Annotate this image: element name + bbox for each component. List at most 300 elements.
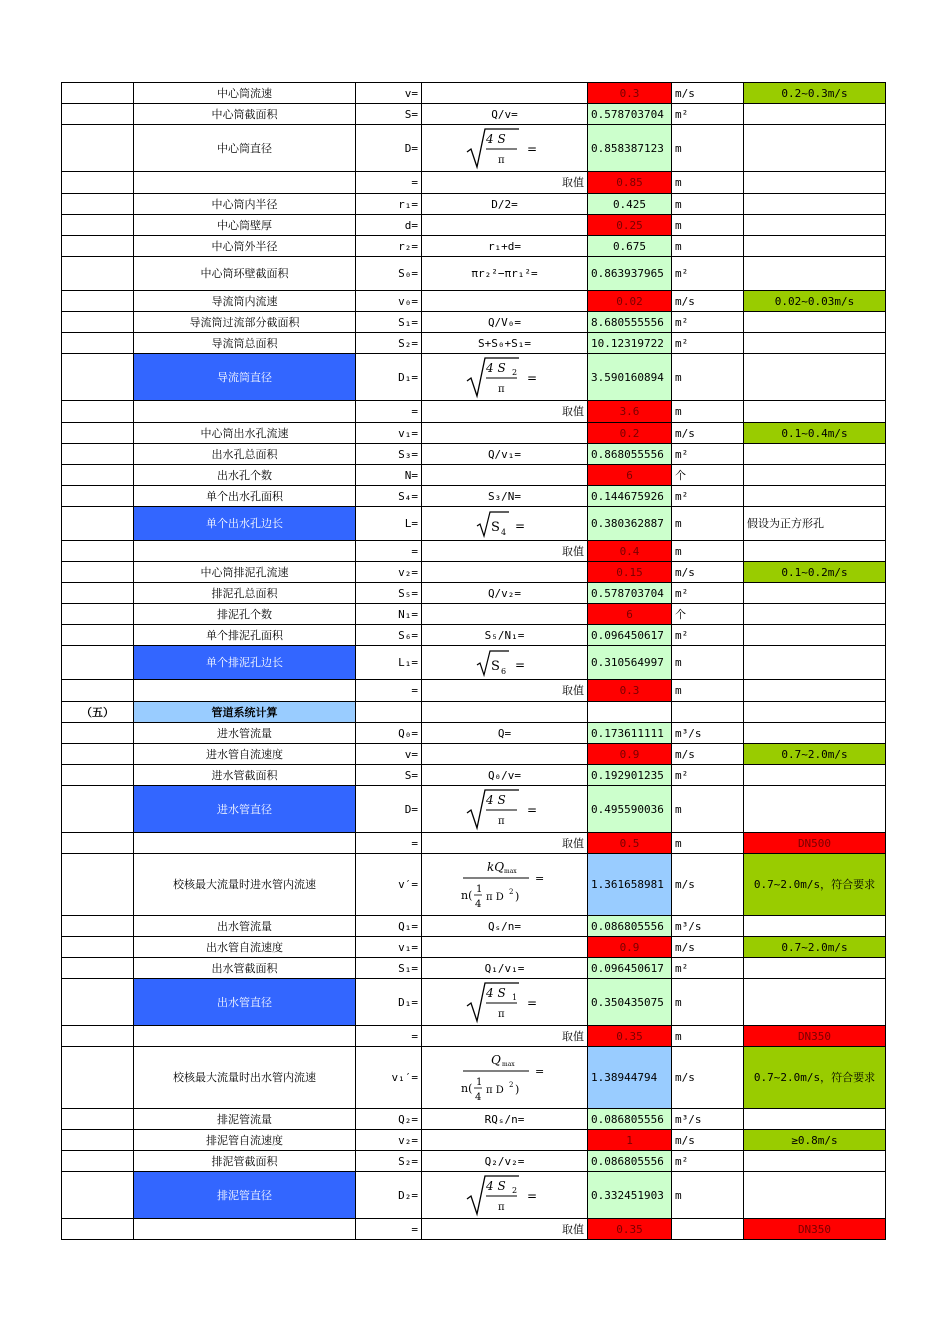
note-cell: ≥0.8m/s (744, 1130, 886, 1151)
value-cell: 0.863937965 (588, 257, 672, 291)
note-cell (744, 604, 886, 625)
value-cell: 0.173611111 (588, 723, 672, 744)
unit-cell: 个 (672, 465, 744, 486)
table-row (62, 1172, 886, 1219)
value-cell: 0.25 (588, 215, 672, 236)
svg-text:=: = (534, 871, 544, 885)
formula-cell: S+S₀+S₁= (422, 333, 588, 354)
svg-text:4 S: 4 S (485, 361, 506, 375)
note-cell (744, 1172, 886, 1219)
note-cell (744, 444, 886, 465)
symbol-cell: v′= (356, 854, 422, 916)
value-cell: 0.675 (588, 236, 672, 257)
section-number-cell (62, 765, 134, 786)
value-cell: 0.4 (588, 541, 672, 562)
svg-text:=: = (526, 803, 537, 817)
symbol-cell: S₀= (356, 257, 422, 291)
table-row (62, 465, 886, 486)
table-row (62, 354, 886, 401)
value-cell: 0.310564997 (588, 646, 672, 680)
table-row (62, 1130, 886, 1151)
note-cell (744, 257, 886, 291)
parameter-name-cell: 出水管截面积 (134, 958, 356, 979)
sqrt-formula (475, 648, 535, 678)
selected-value-label: 取值 (422, 541, 588, 562)
section-number-cell (62, 541, 134, 562)
symbol-cell: v₂= (356, 562, 422, 583)
formula-cell (422, 1047, 588, 1109)
unit-cell: m (672, 680, 744, 702)
value-cell: 0.35 (588, 1026, 672, 1047)
formula-cell: RQₛ/n= (422, 1109, 588, 1130)
section-number-cell (62, 465, 134, 486)
section-number-cell (62, 854, 134, 916)
symbol-cell: = (356, 833, 422, 854)
table-row (62, 765, 886, 786)
unit-cell: m² (672, 1151, 744, 1172)
svg-text:n(: n( (460, 1081, 472, 1095)
parameter-name-cell: 单个排泥孔面积 (134, 625, 356, 646)
symbol-cell: S₁= (356, 312, 422, 333)
unit-cell: m (672, 1172, 744, 1219)
note-cell: DN500 (744, 833, 886, 854)
table-row (62, 125, 886, 172)
section-number-cell (62, 723, 134, 744)
calculation-sheet (61, 82, 886, 1240)
sqrt-formula (465, 980, 545, 1024)
table-row (62, 1151, 886, 1172)
unit-cell: m² (672, 333, 744, 354)
note-cell: 0.7~2.0m/s (744, 937, 886, 958)
note-cell (744, 1151, 886, 1172)
fraction-formula (457, 856, 553, 914)
svg-text:1: 1 (511, 993, 517, 1002)
formula-cell (422, 507, 588, 541)
section-number-cell (62, 979, 134, 1026)
unit-cell: m/s (672, 1047, 744, 1109)
value-cell: 0.858387123 (588, 125, 672, 172)
svg-text:S: S (490, 658, 500, 674)
sqrt-formula (465, 355, 545, 399)
svg-text:Q: Q (490, 1052, 501, 1067)
section-number-cell (62, 1109, 134, 1130)
svg-text:=: = (514, 657, 525, 672)
formula-cell: r₁+d= (422, 236, 588, 257)
unit-cell: m² (672, 765, 744, 786)
section-number-cell (62, 507, 134, 541)
formula-cell (422, 423, 588, 444)
table-row (62, 423, 886, 444)
note-cell (744, 646, 886, 680)
symbol-cell: D= (356, 125, 422, 172)
table-row (62, 723, 886, 744)
unit-cell: m (672, 172, 744, 194)
table-row (62, 291, 886, 312)
unit-cell: m² (672, 958, 744, 979)
unit-cell: m/s (672, 291, 744, 312)
note-cell (744, 702, 886, 723)
parameter-name-cell: 出水管自流速度 (134, 937, 356, 958)
parameter-name-cell (134, 1026, 356, 1047)
table-row (62, 680, 886, 702)
svg-text:max: max (501, 1060, 515, 1068)
symbol-cell: v₀= (356, 291, 422, 312)
table-row (62, 833, 886, 854)
table-row (62, 702, 886, 723)
svg-text:π D: π D (485, 891, 504, 903)
symbol-cell: = (356, 541, 422, 562)
unit-cell: m³/s (672, 1109, 744, 1130)
parameter-name-cell: 排泥孔个数 (134, 604, 356, 625)
section-number-cell (62, 562, 134, 583)
parameter-name-cell: 排泥管流量 (134, 1109, 356, 1130)
section-number-cell (62, 401, 134, 423)
parameter-name-cell: 中心筒流速 (134, 83, 356, 104)
selected-value-label: 取值 (422, 1219, 588, 1240)
note-cell: 0.02~0.03m/s (744, 291, 886, 312)
unit-cell: m (672, 979, 744, 1026)
table-row (62, 562, 886, 583)
svg-text:π: π (497, 1202, 505, 1213)
formula-cell: Q/v= (422, 104, 588, 125)
symbol-cell: = (356, 401, 422, 423)
parameter-name-cell: 导流筒总面积 (134, 333, 356, 354)
unit-cell: m² (672, 583, 744, 604)
formula-cell: Q₂/v₂= (422, 1151, 588, 1172)
symbol-cell: Q₁= (356, 916, 422, 937)
symbol-cell: = (356, 680, 422, 702)
symbol-cell: r₁= (356, 194, 422, 215)
section-number-cell (62, 444, 134, 465)
parameter-name-cell: 中心筒出水孔流速 (134, 423, 356, 444)
unit-cell: m (672, 541, 744, 562)
sheet-body (62, 83, 886, 1240)
formula-cell (422, 604, 588, 625)
value-cell: 1.38944794 (588, 1047, 672, 1109)
note-cell: 0.2~0.3m/s (744, 83, 886, 104)
unit-cell: m (672, 236, 744, 257)
parameter-name-cell: 中心筒直径 (134, 125, 356, 172)
parameter-name-cell: 导流筒直径 (134, 354, 356, 401)
unit-cell: m² (672, 444, 744, 465)
symbol-cell: D₁= (356, 979, 422, 1026)
note-cell (744, 958, 886, 979)
symbol-cell: v= (356, 744, 422, 765)
unit-cell: m³/s (672, 916, 744, 937)
parameter-name-cell: 出水孔个数 (134, 465, 356, 486)
table-row (62, 172, 886, 194)
table-row (62, 854, 886, 916)
note-cell (744, 465, 886, 486)
symbol-cell: S₃= (356, 444, 422, 465)
value-cell (588, 702, 672, 723)
symbol-cell: L₁= (356, 646, 422, 680)
note-cell (744, 215, 886, 236)
symbol-cell: S= (356, 765, 422, 786)
parameter-name-cell: 中心筒截面积 (134, 104, 356, 125)
section-number-cell (62, 604, 134, 625)
formula-cell (422, 702, 588, 723)
note-cell (744, 765, 886, 786)
symbol-cell: S₁= (356, 958, 422, 979)
svg-text:4: 4 (474, 898, 481, 910)
unit-cell: m (672, 1026, 744, 1047)
formula-cell (422, 786, 588, 833)
symbol-cell: S₂= (356, 333, 422, 354)
value-cell: 0.578703704 (588, 583, 672, 604)
unit-cell (672, 702, 744, 723)
note-cell (744, 125, 886, 172)
table-row (62, 312, 886, 333)
symbol-cell: v= (356, 83, 422, 104)
parameter-name-cell: 中心筒内半径 (134, 194, 356, 215)
note-cell (744, 172, 886, 194)
parameter-name-cell (134, 1219, 356, 1240)
value-cell: 0.495590036 (588, 786, 672, 833)
formula-cell: Qₛ/n= (422, 916, 588, 937)
table-row (62, 507, 886, 541)
section-number-cell (62, 291, 134, 312)
note-cell (744, 723, 886, 744)
formula-cell: S₃/N= (422, 486, 588, 507)
value-cell: 1.361658981 (588, 854, 672, 916)
table-row (62, 83, 886, 104)
note-cell (744, 401, 886, 423)
note-cell (744, 541, 886, 562)
section-number-cell (62, 744, 134, 765)
formula-cell: πr₂²−πr₁²= (422, 257, 588, 291)
svg-text:2: 2 (511, 1186, 517, 1195)
section-number-cell (62, 646, 134, 680)
note-cell (744, 979, 886, 1026)
symbol-cell: S₆= (356, 625, 422, 646)
parameter-name-cell (134, 833, 356, 854)
formula-cell: Q/V₀= (422, 312, 588, 333)
unit-cell: m³/s (672, 723, 744, 744)
formula-cell (422, 937, 588, 958)
symbol-cell: Q₂= (356, 1109, 422, 1130)
section-number-cell (62, 354, 134, 401)
unit-cell: m (672, 401, 744, 423)
section-number-cell (62, 257, 134, 291)
parameter-name-cell: 单个出水孔边长 (134, 507, 356, 541)
section-number-cell (62, 680, 134, 702)
formula-cell (422, 354, 588, 401)
section-number-cell (62, 1172, 134, 1219)
svg-text:S: S (490, 519, 500, 535)
formula-cell (422, 646, 588, 680)
selected-value-label: 取值 (422, 172, 588, 194)
parameter-name-cell: 校核最大流量时进水管内流速 (134, 854, 356, 916)
formula-cell: D/2= (422, 194, 588, 215)
symbol-cell: D₁= (356, 354, 422, 401)
parameter-name-cell: 进水管流量 (134, 723, 356, 744)
symbol-cell: D₂= (356, 1172, 422, 1219)
parameter-name-cell (134, 541, 356, 562)
svg-text:π D: π D (485, 1084, 504, 1096)
note-cell (744, 916, 886, 937)
section-number-cell (62, 625, 134, 646)
table-row (62, 1026, 886, 1047)
parameter-name-cell: 中心筒壁厚 (134, 215, 356, 236)
formula-cell (422, 744, 588, 765)
value-cell: 0.2 (588, 423, 672, 444)
unit-cell: m/s (672, 744, 744, 765)
symbol-cell: d= (356, 215, 422, 236)
table-row (62, 646, 886, 680)
section-number-cell (62, 916, 134, 937)
unit-cell: m (672, 833, 744, 854)
formula-cell (422, 125, 588, 172)
svg-text:2: 2 (508, 887, 513, 896)
formula-cell (422, 465, 588, 486)
note-cell (744, 486, 886, 507)
note-cell: 0.1~0.2m/s (744, 562, 886, 583)
section-number-cell (62, 83, 134, 104)
value-cell: 0.380362887 (588, 507, 672, 541)
value-cell: 0.35 (588, 1219, 672, 1240)
value-cell: 10.12319722 (588, 333, 672, 354)
value-cell: 0.096450617 (588, 625, 672, 646)
formula-cell (422, 562, 588, 583)
formula-cell: Q= (422, 723, 588, 744)
symbol-cell (356, 702, 422, 723)
unit-cell: m (672, 354, 744, 401)
unit-cell: m (672, 125, 744, 172)
unit-cell (672, 1219, 744, 1240)
svg-text:=: = (526, 1189, 537, 1203)
symbol-cell: N₁= (356, 604, 422, 625)
svg-text:4 S: 4 S (485, 793, 506, 807)
formula-cell (422, 83, 588, 104)
value-cell: 0.85 (588, 172, 672, 194)
parameter-name-cell: 出水管直径 (134, 979, 356, 1026)
svg-text:π: π (497, 1009, 505, 1020)
section-number-cell (62, 312, 134, 333)
unit-cell: m/s (672, 937, 744, 958)
svg-text:n(: n( (460, 888, 472, 902)
parameter-name-cell: 进水管自流速度 (134, 744, 356, 765)
parameter-name-cell: 出水孔总面积 (134, 444, 356, 465)
note-cell (744, 583, 886, 604)
table-row (62, 604, 886, 625)
section-number-cell (62, 958, 134, 979)
table-row (62, 937, 886, 958)
symbol-cell: = (356, 1219, 422, 1240)
fraction-formula (457, 1049, 553, 1107)
parameter-name-cell: 中心筒排泥孔流速 (134, 562, 356, 583)
formula-cell (422, 215, 588, 236)
value-cell: 8.680555556 (588, 312, 672, 333)
note-cell (744, 354, 886, 401)
section-number-cell (62, 1026, 134, 1047)
symbol-cell: L= (356, 507, 422, 541)
svg-text:2: 2 (511, 368, 517, 377)
value-cell: 0.3 (588, 83, 672, 104)
value-cell: 3.590160894 (588, 354, 672, 401)
sqrt-formula (465, 1173, 545, 1217)
value-cell: 0.15 (588, 562, 672, 583)
svg-text:): ) (514, 889, 519, 903)
table-row (62, 625, 886, 646)
parameter-name-cell: 中心筒环壁截面积 (134, 257, 356, 291)
formula-cell (422, 1130, 588, 1151)
section-number-cell (62, 1047, 134, 1109)
unit-cell: m² (672, 312, 744, 333)
section-number-cell (62, 1130, 134, 1151)
svg-text:2: 2 (508, 1080, 513, 1089)
section-number-cell (62, 104, 134, 125)
value-cell: 0.9 (588, 937, 672, 958)
section-number-cell (62, 833, 134, 854)
section-number-cell (62, 1219, 134, 1240)
unit-cell: m/s (672, 854, 744, 916)
parameter-name-cell: 进水管直径 (134, 786, 356, 833)
svg-text:=: = (514, 518, 525, 533)
svg-text:max: max (503, 867, 517, 875)
table-row (62, 1047, 886, 1109)
svg-text:1: 1 (475, 1076, 482, 1088)
svg-text:=: = (534, 1064, 544, 1078)
table-row (62, 916, 886, 937)
value-cell: 0.3 (588, 680, 672, 702)
section-number-cell (62, 786, 134, 833)
svg-text:1: 1 (475, 883, 482, 895)
symbol-cell: S₅= (356, 583, 422, 604)
parameter-name-cell: 排泥孔总面积 (134, 583, 356, 604)
unit-cell: m/s (672, 423, 744, 444)
formula-cell: Q₀/v= (422, 765, 588, 786)
parameter-name-cell (134, 172, 356, 194)
unit-cell: m/s (672, 83, 744, 104)
section-number-cell (62, 172, 134, 194)
parameter-name-cell: 管道系统计算 (134, 702, 356, 723)
svg-text:6: 6 (500, 666, 506, 676)
parameter-name-cell: 中心筒外半径 (134, 236, 356, 257)
parameter-name-cell: 排泥管截面积 (134, 1151, 356, 1172)
note-cell (744, 786, 886, 833)
symbol-cell: r₂= (356, 236, 422, 257)
table-row (62, 104, 886, 125)
unit-cell: m² (672, 486, 744, 507)
table-row (62, 194, 886, 215)
symbol-cell: v₁′= (356, 1047, 422, 1109)
parameter-name-cell: 单个出水孔面积 (134, 486, 356, 507)
parameter-name-cell: 导流筒内流速 (134, 291, 356, 312)
value-cell: 0.578703704 (588, 104, 672, 125)
note-cell: 0.1~0.4m/s (744, 423, 886, 444)
value-cell: 0.425 (588, 194, 672, 215)
sqrt-formula (475, 509, 535, 539)
table-row (62, 401, 886, 423)
table-row (62, 979, 886, 1026)
svg-text:=: = (526, 996, 537, 1010)
section-number-cell (62, 1151, 134, 1172)
symbol-cell: S₄= (356, 486, 422, 507)
svg-text:=: = (526, 142, 537, 156)
note-cell (744, 312, 886, 333)
note-cell: 0.7~2.0m/s，符合要求 (744, 854, 886, 916)
table-row (62, 257, 886, 291)
unit-cell: m (672, 786, 744, 833)
svg-text:π: π (497, 816, 505, 827)
section-number-cell: （五） (62, 702, 134, 723)
svg-text:kQ: kQ (486, 859, 504, 874)
formula-cell: Q/v₁= (422, 444, 588, 465)
parameter-name-cell: 单个排泥孔边长 (134, 646, 356, 680)
table-row (62, 444, 886, 465)
section-number-cell (62, 333, 134, 354)
